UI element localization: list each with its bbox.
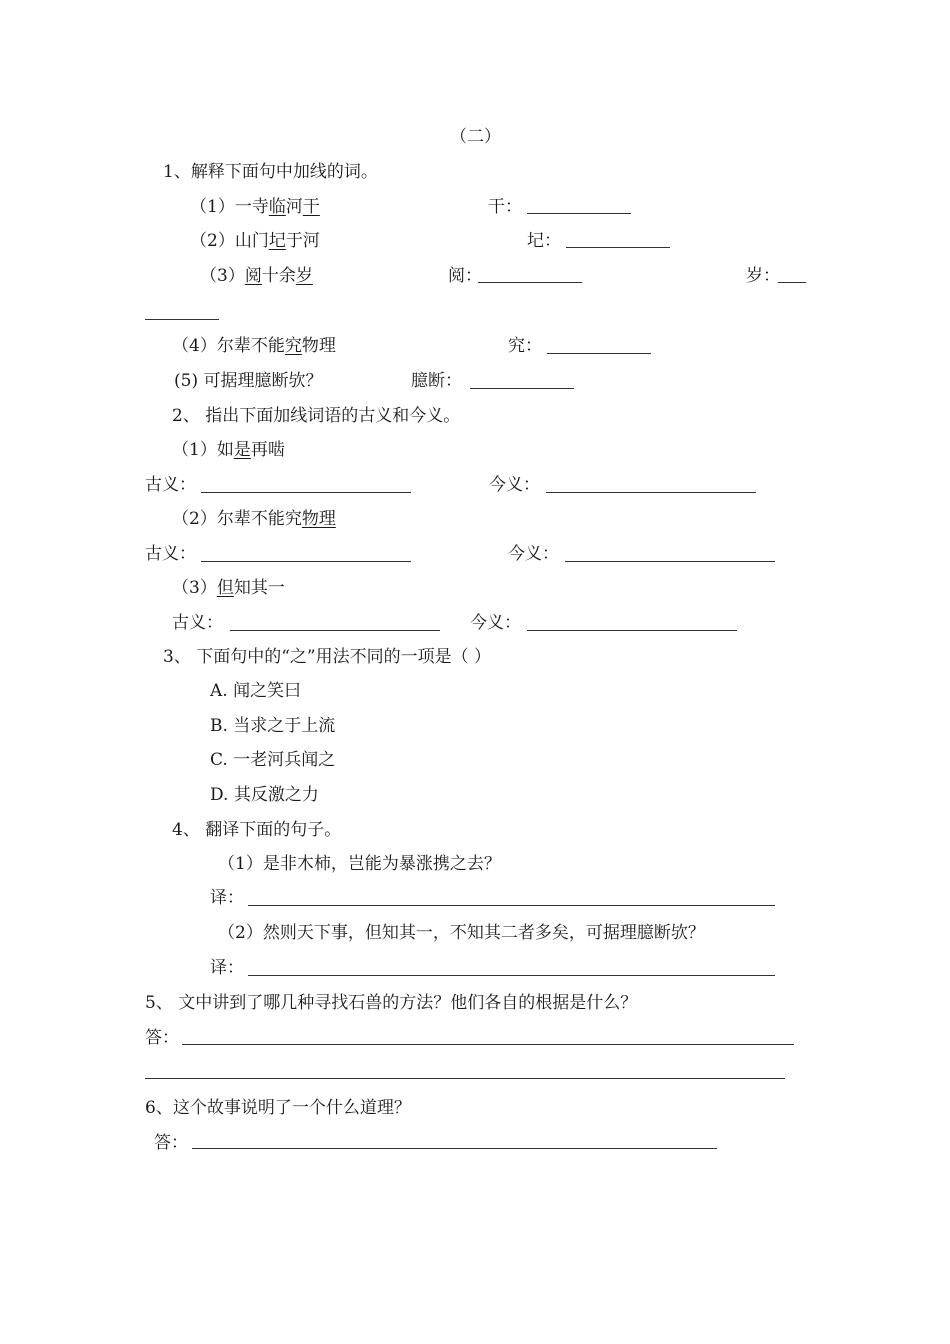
q2-item-1: （1）如是再啮 xyxy=(172,440,285,460)
q1-item-3-label-2: 岁： xyxy=(746,266,780,286)
q1-item-5-label: 臆断： xyxy=(411,371,462,391)
q2-item-3-jin-line[interactable] xyxy=(527,630,737,631)
q2-item-3-gu-line[interactable] xyxy=(230,630,440,631)
q1-item-5: (5) 可据理臆断欤？ xyxy=(174,371,323,391)
q1-item-1: （1）一寺临河干 xyxy=(190,197,320,217)
q2-item-1-gu-label: 古义： xyxy=(145,475,196,495)
q2-item-2: （2）尔辈不能究物理 xyxy=(172,509,336,529)
q5-stem: 5、 文中讲到了哪几种寻找石兽的方法？他们各自的根据是什么？ xyxy=(145,993,638,1013)
q1-item-4: （4）尔辈不能究物理 xyxy=(172,336,336,356)
q2-item-3-gu-label: 古义： xyxy=(172,613,223,633)
q5-answer-line-1[interactable] xyxy=(182,1044,794,1045)
q6-answer-line[interactable] xyxy=(192,1148,717,1149)
q1-item-2-answer-line[interactable] xyxy=(566,247,670,248)
q2-stem: 2、 指出下面加线词语的古义和今义。 xyxy=(172,406,461,426)
q4-sentence-1-answer-line[interactable] xyxy=(248,905,775,906)
q2-item-2-gu-line[interactable] xyxy=(201,561,411,562)
q1-item-3: （3）阅十余岁 xyxy=(200,266,313,286)
section-title: （二） xyxy=(450,127,501,147)
q4-sentence-2-yi-label: 译： xyxy=(210,958,244,978)
q2-item-3: （3）但知其一 xyxy=(172,578,285,598)
q1-item-3-answer-line-a[interactable] xyxy=(478,282,582,283)
q2-item-1-gu-line[interactable] xyxy=(201,492,411,493)
q4-stem: 4、 翻译下面的句子。 xyxy=(172,820,342,840)
q3-stem: 3、 下面句中的“之”用法不同的一项是（ ） xyxy=(163,647,492,667)
q1-item-1-answer-line[interactable] xyxy=(527,213,631,214)
q1-item-3-answer-line-b[interactable] xyxy=(778,282,806,283)
q5-da-label: 答： xyxy=(145,1028,179,1048)
q3-option-a[interactable]: A. 闻之笑曰 xyxy=(210,681,302,701)
q1-item-2: （2）山门圮于河 xyxy=(190,231,320,251)
q2-item-2-jin-label: 今义： xyxy=(508,544,559,564)
q4-sentence-2: （2）然则天下事，但知其一，不知其二者多矣，可据理臆断欤？ xyxy=(218,923,705,943)
q3-option-d[interactable]: D. 其反激之力 xyxy=(210,785,319,805)
q1-item-5-answer-line[interactable] xyxy=(470,388,574,389)
q1-item-4-label: 究： xyxy=(508,336,542,356)
q4-sentence-1-yi-label: 译： xyxy=(210,888,244,908)
q3-option-b[interactable]: B. 当求之于上流 xyxy=(210,716,336,736)
q6-stem: 6、这个故事说明了一个什么道理？ xyxy=(145,1098,411,1118)
q4-sentence-2-answer-line[interactable] xyxy=(248,975,775,976)
q2-item-2-gu-label: 古义： xyxy=(145,544,196,564)
q1-item-3-label: 阅： xyxy=(448,266,482,286)
q2-item-1-jin-line[interactable] xyxy=(546,492,756,493)
q2-item-1-jin-label: 今义： xyxy=(489,475,540,495)
q1-item-4-answer-line[interactable] xyxy=(547,353,651,354)
q1-item-3-answer-line-c[interactable] xyxy=(145,319,219,320)
q1-stem: 1、解释下面句中加线的词。 xyxy=(163,162,378,182)
q4-sentence-1: （1）是非木柿，岂能为暴涨携之去？ xyxy=(218,854,501,874)
q1-item-1-label: 干： xyxy=(488,197,522,217)
q6-da-label: 答： xyxy=(154,1133,188,1153)
q5-answer-line-2[interactable] xyxy=(145,1078,785,1079)
q1-item-2-label: 圮： xyxy=(527,231,561,251)
q3-option-c[interactable]: C. 一老河兵闻之 xyxy=(210,750,336,770)
q2-item-2-jin-line[interactable] xyxy=(565,561,775,562)
q2-item-3-jin-label: 今义： xyxy=(470,613,521,633)
